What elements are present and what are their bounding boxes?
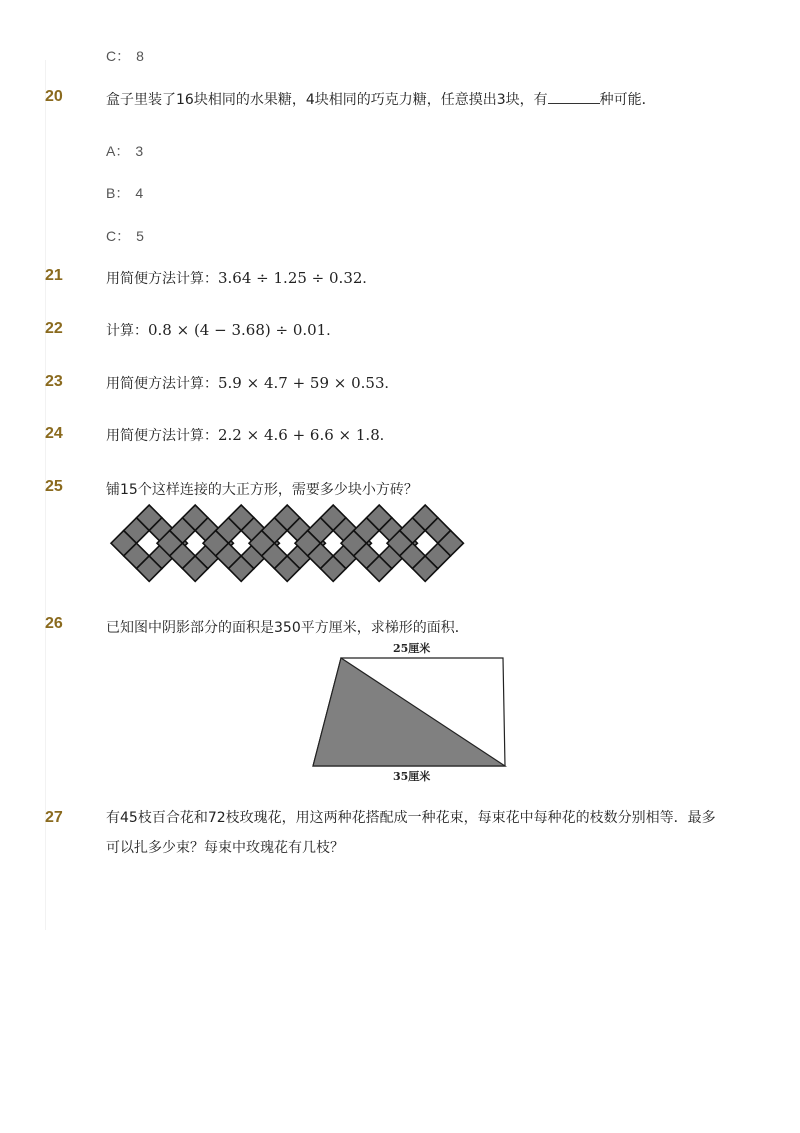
option-value: 5 — [136, 228, 144, 244]
question-27-text: 有45枝百合花和72枝玫瑰花，用这两种花搭配成一种花束，每束花中每种花的枝数分别相等．最多可以扎多少束？每束中玫瑰花有几枝？ — [106, 810, 716, 856]
question-21-text — [106, 268, 376, 288]
option-b[interactable] — [106, 183, 143, 203]
question-24-math: 2.2 × 4.6 + 6.6 × 1.8 — [218, 426, 380, 444]
option-label: A： — [106, 143, 130, 159]
top-base-label: 25厘米 — [393, 642, 431, 655]
option-a[interactable] — [106, 141, 143, 161]
question-number-21: 21 — [45, 267, 63, 284]
bottom-base-label: 35厘米 — [393, 770, 431, 783]
question-24-text — [106, 425, 394, 445]
question-23-prefix: 用简便方法计算： — [106, 376, 218, 392]
question-number-23: 23 — [45, 373, 63, 390]
question-26-text: 已知图中阴影部分的面积是350平方厘米，求梯形的面积． — [106, 620, 469, 636]
question-number-27: 27 — [45, 809, 63, 826]
option-label: C： — [106, 48, 131, 64]
question-24-suffix: ． — [379, 428, 394, 444]
question-22-text — [106, 320, 340, 340]
question-number-20: 20 — [45, 88, 63, 105]
option-c[interactable] — [106, 226, 144, 246]
question-20-text-after: 种可能． — [599, 92, 656, 108]
question-21-prefix: 用简便方法计算： — [106, 271, 218, 287]
option-label: B： — [106, 185, 130, 201]
option-c-prev[interactable] — [106, 46, 144, 66]
big-square — [387, 505, 463, 581]
question-23-math: 5.9 × 4.7 + 59 × 0.53 — [218, 374, 385, 392]
question-number-22: 22 — [45, 320, 63, 337]
question-23-suffix: ． — [384, 376, 399, 392]
question-23-text — [106, 373, 399, 393]
trapezoid-figure — [305, 638, 515, 786]
connected-squares-figure — [104, 500, 470, 586]
question-number-25: 25 — [45, 478, 63, 495]
option-label: C： — [106, 228, 131, 244]
question-22-prefix: 计算： — [106, 323, 148, 339]
question-number-24: 24 — [45, 425, 63, 442]
option-value: 3 — [135, 143, 144, 159]
question-22-math: 0.8 × (4 − 3.68) ÷ 0.01 — [148, 321, 327, 339]
question-24-prefix: 用简便方法计算： — [106, 428, 218, 444]
question-20-text — [106, 89, 656, 109]
answer-blank[interactable] — [548, 89, 600, 104]
question-21-math: 3.64 ÷ 1.25 ÷ 0.32 — [218, 269, 363, 287]
option-value: 4 — [135, 185, 144, 201]
question-22-suffix: ． — [326, 323, 341, 339]
question-21-suffix: ． — [362, 271, 377, 287]
question-25-text: 铺15个这样连接的大正方形，需要多少块小方砖？ — [106, 482, 418, 498]
question-number-26: 26 — [45, 615, 63, 632]
question-20-text-before: 盒子里装了16块相同的水果糖，4块相同的巧克力糖，任意摸出3块，有 — [106, 92, 548, 108]
option-value: 8 — [136, 48, 144, 64]
